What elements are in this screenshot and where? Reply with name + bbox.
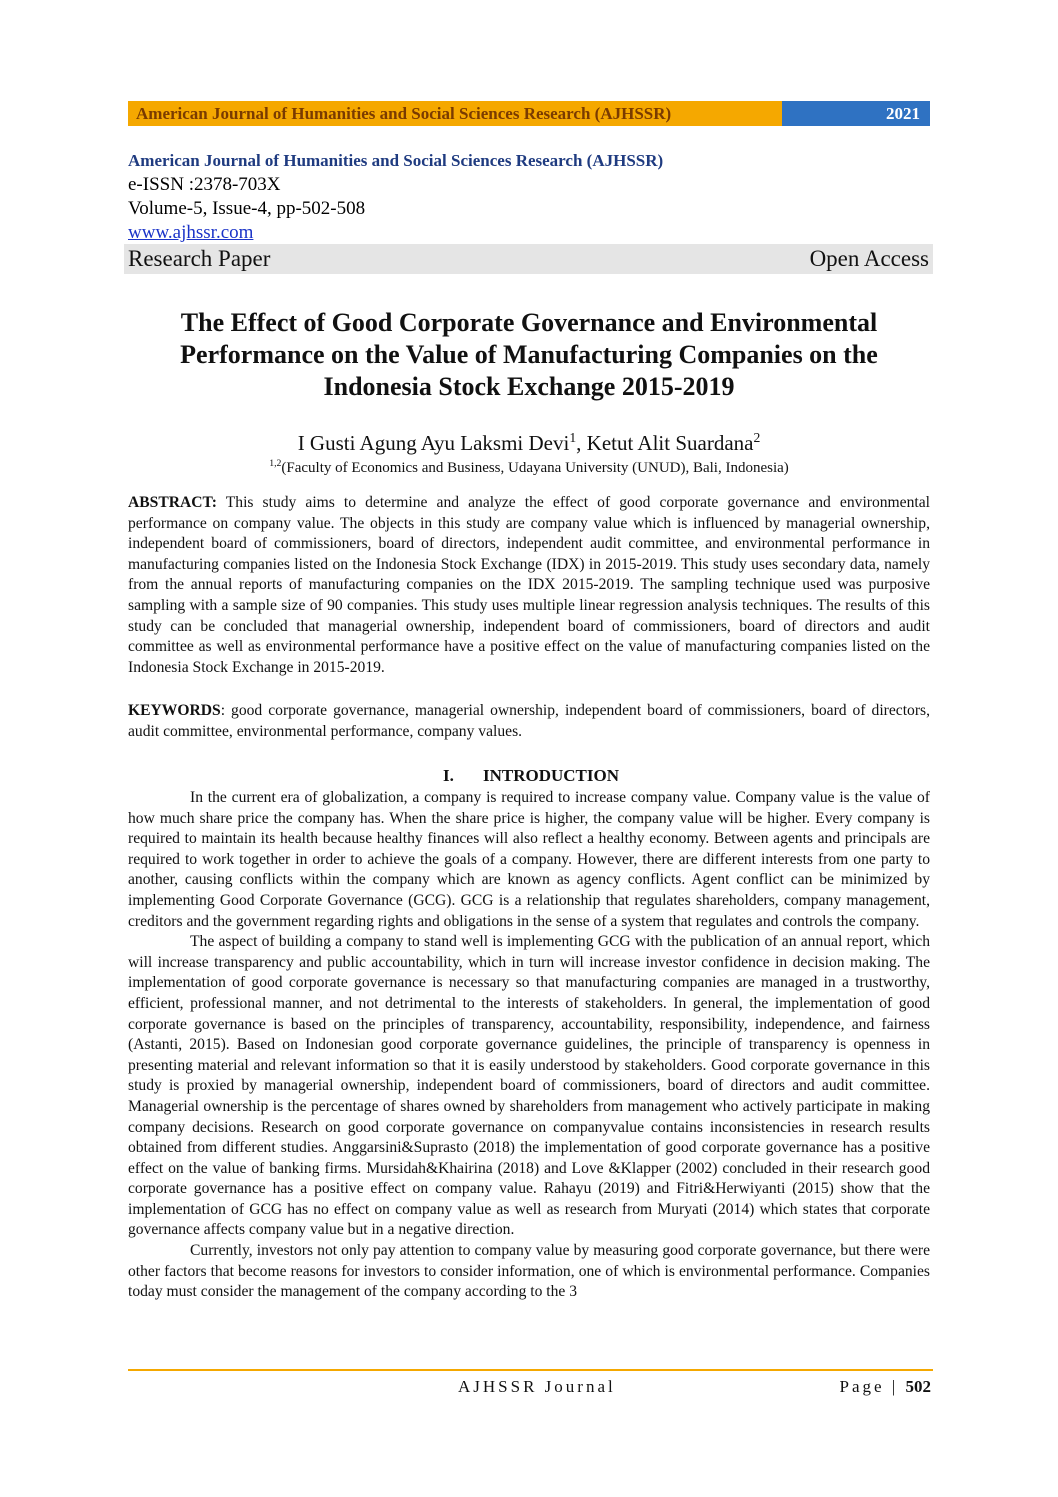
journal-header-bar [128,101,930,126]
footer-divider [128,1369,933,1371]
affiliation [128,454,930,478]
page-number: 502 [905,1377,931,1396]
keywords-text: : good corporate governance, managerial ownership, independent board of commissioners, board of directors, audit committee, environmental performance, company values. [128,702,930,740]
paper-type-bar [124,244,933,274]
open-access-label: Open Access [809,246,929,271]
section-number: I. [443,766,454,785]
affiliation-sup: 1,2 [269,458,282,469]
journal-header-title: American Journal of Humanities and Social Sciences Research (AJHSSR) [128,101,782,126]
volume-info: Volume-5, Issue-4, pp-502-508 [128,198,366,219]
paragraph: Currently, investors not only pay attention to company value by measuring good corporate governance, but there were other factors that become reasons for investors to consider information, one of which is environmental performance. Companies today must consider the management of the company according to the 3 [128,1242,930,1301]
issn: e-ISSN :2378-703X [128,174,281,195]
keywords-label: KEYWORDS [128,702,221,719]
paragraph: In the current era of globalization, a company is required to increase company value. Company value is the value of how much share price the company has. When the share price is higher, the company value will be higher. Every company is required to maintain its health because healthy finances will also reflect a healthy economy. Between agents and principals are required to work together in order to achieve the goals of a company. However, there are different interests from one party to another, causing conflicts within the company which are known as agency conflicts. Agent conflict can be minimized by implementing Good Corporate Governance (GCG). GCG is a relationship that regulates shareholders, company management, creditors and the government regarding rights and obligations in the sense of a system that regulates and controls the company. [128,789,930,930]
paragraph: The aspect of building a company to stand well is implementing GCG with the publication of an annual report, which will increase transparency and public accountability, which in turn will increase investor confidence in decision making. The implementation of good corporate governance is necessary so that manufacturing companies are managed in a trustworthy, efficient, professional manner, and not detrimental to the interests of stakeholders. In general, the implementation of good corporate governance is based on the principles of transparency, accountability, responsibility, independence, and fairness (Astanti, 2015). Based on Indonesian good corporate governance guidelines, the principle of transparency is openness in presenting material and relevant information so that it is easily understood by stakeholders. Good corporate governance in this study is proxied by managerial ownership, independent board of commissioners, board of directors and audit committee. Managerial ownership is the percentage of shares owned by shareholders from management who actively participate in making company decisions. Research on good corporate governance on companyvalue contains inconsistencies in research results obtained from different studies. Anggarsini&Suprasto (2018) the implementation of good corporate governance has a positive effect on the value of banking firms. Mursidah&Khairina (2018) and Love &Klapper (2002) concluded in their research good corporate governance has a positive effect on company value. Rahayu (2019) and Fitri&Herwiyanti (2015) show that the implementation of GCG has no effect on company value as well as research from Muryati (2014) which states that corporate governance affects company value but in a negative direction. [128,933,930,1239]
page-footer [128,1376,933,1398]
author-name: Ketut Alit Suardana [586,431,754,455]
author-sup: 2 [753,430,761,445]
paper-title: The Effect of Good Corporate Governance and Environmental Performance on the Value of Manufacturing Companies on the Indonesia Stock Exchange 2015-2019 [180,308,878,401]
page-label: Page | [839,1377,906,1396]
abstract-label: ABSTRACT: [128,494,217,511]
section-title: INTRODUCTION [483,766,620,785]
journal-header-year: 2021 [782,101,930,126]
footer-journal: AJHSSR Journal [458,1377,616,1396]
author-separator: , [576,431,587,455]
abstract-text: This study aims to determine and analyze the effect of good corporate governance and environmental performance on company value. The objects in this study are company value which is influenced by managerial ownership, independent board of commissioners, board of directors, independent audit committee, and environmental performance in manufacturing companies listed on the Indonesia Stock Exchange (IDX) in 2015-2019. This study uses secondary data, namely from the annual reports of manufacturing companies on the IDX 2015-2019. The sampling technique used was purposive sampling with a sample size of 90 companies. This study uses multiple linear regression analysis techniques. The results of this study can be concluded that managerial ownership, independent board of commissioners, board of directors and audit committee as well as environmental performance have a positive effect on the value of manufacturing companies listed on the Indonesia Stock Exchange in 2015-2019. [128,494,930,676]
introduction-body [128,788,930,1303]
affiliation-text: (Faculty of Economics and Business, Udayana University (UNUD), Bali, Indonesia) [281,460,789,476]
page-indicator [840,1376,931,1398]
website-link[interactable]: www.ajhssr.com [128,222,254,243]
author-list [128,425,930,456]
paper-type-label: Research Paper [128,246,271,271]
section-heading [128,765,930,787]
keywords [128,701,930,742]
author-name: I Gusti Agung Ayu Laksmi Devi [297,431,570,455]
abstract [128,493,930,678]
article-metadata [128,149,933,245]
author-sup: 1 [569,430,577,445]
journal-name: American Journal of Humanities and Social Sciences Research (AJHSSR) [128,151,664,170]
